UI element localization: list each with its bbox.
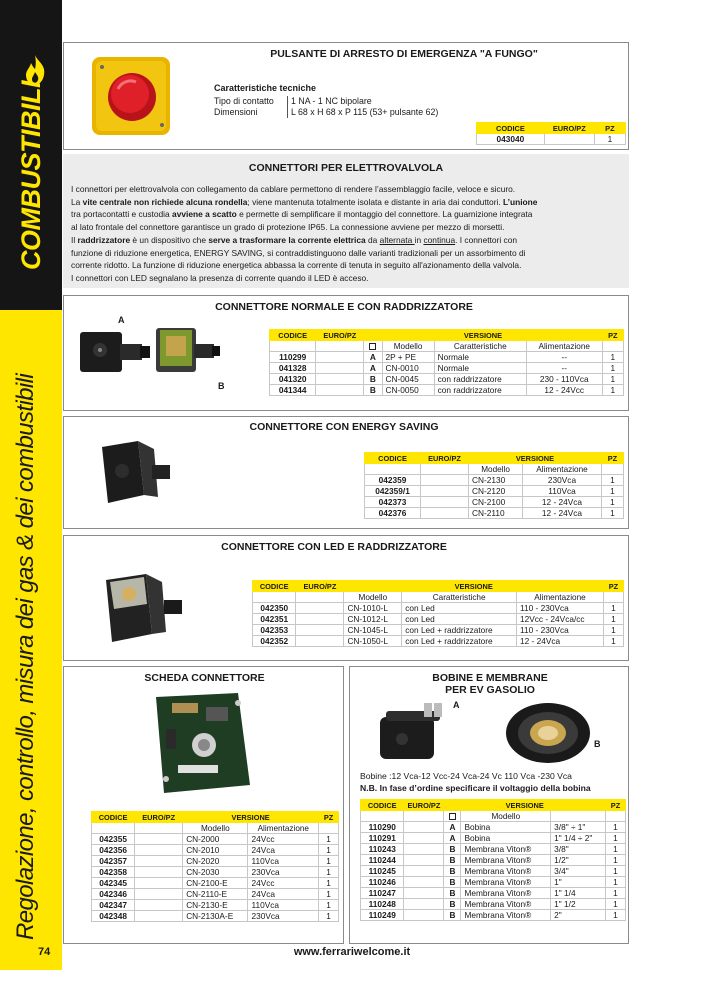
cell-codice: 110290 [361,822,404,833]
energy-saving-section [63,416,629,529]
cell-alimentazione: 110 - 230Vca [517,603,604,614]
table-row [92,878,339,889]
cell-modello: Bobina [461,833,551,844]
cell-alimentazione: 12 - 24Vcc [526,385,602,396]
table-row [365,497,624,508]
cell-euro[interactable] [404,899,444,910]
cell-modello: CN-2130-E [183,900,248,911]
table-row [92,845,339,856]
cell-modello: Membrana Viton® [461,855,551,866]
bobine-section [349,666,629,944]
cell-caratteristiche: con raddrizzatore [434,374,526,385]
cell-euro[interactable] [135,834,183,845]
cell-codice: 041328 [270,363,316,374]
col-header: VERSIONE [364,330,602,341]
paragraph-line: al lato frontale del connettore garantisce un grado di protezione IP65. La connessione avviene per mezzo di morsetti. [71,222,505,233]
cell-pz: 1 [319,867,339,878]
sub-header: Caratteristiche [434,341,526,352]
col-header: CODICE [92,812,135,823]
cell-pz: 1 [603,636,623,647]
section-title: CONNETTORI PER ELETTROVALVOLA [248,162,444,174]
cell-codice: 042359/1 [365,486,421,497]
cell-caratteristiche: con raddrizzatore [434,385,526,396]
cell-pz: 1 [319,889,339,900]
cell-modello: CN-1012-L [344,614,402,625]
title-line: PER EV GASOLIO [445,684,535,696]
cell-codice: 110299 [270,352,316,363]
table-row [361,822,626,833]
cell-codice: 110291 [361,833,404,844]
sub-header: Alimentazione [526,341,602,352]
cell-euro[interactable] [135,878,183,889]
cell-euro[interactable] [296,603,344,614]
cell-alimentazione: 24Vcc [248,834,319,845]
cell-pz: 1 [603,603,623,614]
cell-euro[interactable] [135,867,183,878]
cell-euro[interactable] [135,911,183,922]
table-row [270,374,624,385]
cell-codice: 042347 [92,900,135,911]
cell-pz: 1 [605,855,625,866]
spec-key: Tipo di contatto [214,96,288,107]
cell-modello: CN-1045-L [344,625,402,636]
cell-euro[interactable] [421,508,469,519]
cell-misura: 2" [551,910,606,921]
cell-misura: 1" 1/4 ÷ 2" [551,833,606,844]
cell-tipo: A [364,352,382,363]
cell-tipo: B [444,910,461,921]
raddrizzatore-table [269,329,624,396]
cell-tipo: B [444,855,461,866]
cell-misura: 1" 1/4 [551,888,606,899]
table-row [361,888,626,899]
cell-alimentazione: -- [526,352,602,363]
scheda-section [63,666,344,944]
cell-euro[interactable] [421,497,469,508]
cell-pz: 1 [605,888,625,899]
col-header: EURO/PZ [316,330,364,341]
cell-pz: 1 [603,614,623,625]
cell-pz: 1 [605,866,625,877]
col-header: CODICE [361,800,404,811]
cell-pz: 1 [605,899,625,910]
section-title: CONNETTORE NORMALE E CON RADDRIZZATORE [215,301,473,313]
cell-codice: 041320 [270,374,316,385]
cell-pz: 1 [601,486,623,497]
table-row [365,475,624,486]
cell-pz: 1 [601,508,623,519]
checkbox-icon [369,343,376,350]
cell-codice: 042357 [92,856,135,867]
col-header: CODICE [270,330,316,341]
description-text [71,183,626,285]
cell-codice: 110249 [361,910,404,921]
cell-codice: 043040 [477,134,545,145]
cell-euro[interactable] [404,855,444,866]
cell-modello: Membrana Viton® [461,899,551,910]
cell-modello: Membrana Viton® [461,910,551,921]
sub-header: Alimentazione [248,823,319,834]
col-header: VERSIONE [344,581,604,592]
cell-euro[interactable] [135,845,183,856]
page-number: 74 [38,946,51,958]
cell-euro[interactable] [296,625,344,636]
cell-modello: CN-2030 [183,867,248,878]
cell-caratteristiche: con Led + raddrizzatore [402,625,517,636]
spec-value: 1 NA - 1 NC bipolare [291,96,372,106]
bobine-table [360,799,626,921]
col-header: EURO/PZ [135,812,183,823]
cell-modello: CN-2100-E [183,878,248,889]
table-row [361,910,626,921]
cell-euro[interactable] [421,486,469,497]
cell-euro[interactable] [404,844,444,855]
col-header: VERSIONE [444,800,606,811]
cell-alimentazione: 230 - 110Vca [526,374,602,385]
cell-codice: 110246 [361,877,404,888]
cell-codice: 042355 [92,834,135,845]
scheda-table [91,811,339,922]
cell-codice: 042345 [92,878,135,889]
paragraph-line: I connettori per elettrovalvola con collegamento da cablare permettono di rendere l’assemblaggio facile, veloce e sicuro. [71,184,516,194]
spec-key: Dimensioni [214,107,288,118]
cell-misura: 3/4" [551,866,606,877]
cell-pz: 1 [601,497,623,508]
cell-codice: 042346 [92,889,135,900]
specs-title: Caratteristiche tecniche [214,83,317,93]
cell-codice: 042373 [365,497,421,508]
col-header: EURO/PZ [404,800,444,811]
cell-modello: CN-2130A-E [183,911,248,922]
cell-codice: 042348 [92,911,135,922]
col-header: CODICE [477,123,545,134]
sidebar-slogan: Regolazione, controllo, misura dei gas & dei combustibili [12,373,39,940]
cell-tipo: B [444,888,461,899]
cell-alimentazione: 12 - 24Vca [523,497,602,508]
col-header: EURO/PZ [544,123,594,134]
cell-pz: 1 [319,878,339,889]
section-title: SCHEDA CONNETTORE [144,672,265,684]
section-title: CONNETTORE CON ENERGY SAVING [249,421,439,433]
cell-codice: 110248 [361,899,404,910]
paragraph-line: funzione di riduzione energetica, ENERGY SAVING, si contraddistinguono dalle varianti tradizionali per un assorbimento di [71,247,526,258]
emergency-button-image [76,51,188,141]
raddrizzatore-section [63,295,629,411]
cell-pz: 1 [319,845,339,856]
category-title: COMBUSTIBILI [16,81,46,270]
cell-codice: 110247 [361,888,404,899]
cell-tipo: A [444,822,461,833]
cell-modello: Membrana Viton® [461,866,551,877]
col-header: CODICE [365,453,421,464]
membrane-image [500,697,596,767]
cell-codice: 110243 [361,844,404,855]
cell-euro[interactable] [544,134,594,145]
cell-pz: 1 [605,844,625,855]
cell-tipo: B [444,844,461,855]
cell-euro[interactable] [135,856,183,867]
cell-modello: CN-2100 [469,497,523,508]
cell-tipo: B [364,385,382,396]
connector-a-image [74,324,154,380]
specs-list [214,96,438,118]
col-header: VERSIONE [469,453,602,464]
cell-pz: 1 [319,834,339,845]
cell-misura: 1" [551,877,606,888]
cell-alimentazione: 12 - 24Vca [517,636,604,647]
cell-alimentazione: 110Vca [248,856,319,867]
cell-modello: CN-2120 [469,486,523,497]
pulsante-table [476,122,626,145]
cell-euro[interactable] [316,363,364,374]
cell-caratteristiche: Normale [434,352,526,363]
cell-modello: CN-0045 [382,374,434,385]
paragraph-line: La vite centrale non richiede alcuna rondella; viene mantenuta totalmente isolata e distante in aria dai conduttori. L’unione [71,196,538,207]
cell-tipo: B [444,866,461,877]
table-row [270,363,624,374]
table-row [92,867,339,878]
cell-tipo: B [444,877,461,888]
circuit-board-image [142,689,262,797]
col-header: EURO/PZ [296,581,344,592]
table-row [270,385,624,396]
table-row [253,614,624,625]
cell-euro[interactable] [404,866,444,877]
table-row [361,833,626,844]
table-row [361,877,626,888]
cell-caratteristiche: Normale [434,363,526,374]
cell-euro[interactable] [404,910,444,921]
cell-alimentazione: 24Vcc [248,878,319,889]
cell-pz: 1 [605,822,625,833]
table-row [361,855,626,866]
cell-pz: 1 [602,385,623,396]
cell-modello: CN-1010-L [344,603,402,614]
voltage-note: Bobine :12 Vca-12 Vcc-24 Vca-24 Vc 110 Vca -230 Vca [360,771,572,781]
col-header: PZ [603,581,623,592]
cell-alimentazione: -- [526,363,602,374]
cell-caratteristiche: con Led [402,614,517,625]
cell-pz: 1 [594,134,625,145]
cell-tipo: B [444,899,461,910]
cell-codice: 042358 [92,867,135,878]
cell-euro[interactable] [135,900,183,911]
sub-header: Caratteristiche [402,592,517,603]
cell-codice: 042352 [253,636,296,647]
cell-codice: 042356 [92,845,135,856]
col-header: PZ [605,800,625,811]
table-row [92,834,339,845]
sub-header: Modello [344,592,402,603]
cell-codice: 042359 [365,475,421,486]
connector-b-image [152,320,224,382]
cell-pz: 1 [602,374,623,385]
cell-pz: 1 [602,363,623,374]
table-row [92,889,339,900]
cell-misura: 1/2" [551,855,606,866]
cell-euro[interactable] [404,877,444,888]
paragraph-line: corrente ridotto. La funzione di riduzione energetica abbassa la corrente di tenuta in seguito all'azionamento della valvola. [71,260,522,271]
cell-euro[interactable] [135,889,183,900]
sub-header: Alimentazione [517,592,604,603]
cell-codice: 042376 [365,508,421,519]
led-section [63,535,629,661]
cell-modello: CN-0010 [382,363,434,374]
table-row [92,911,339,922]
cell-pz: 1 [602,352,623,363]
cell-modello: Membrana Viton® [461,877,551,888]
cell-codice: 041344 [270,385,316,396]
cell-modello: Membrana Viton® [461,844,551,855]
website-link[interactable]: www.ferrariwelcome.it [293,946,411,958]
sub-header: Alimentazione [523,464,602,475]
cell-modello: CN-2010 [183,845,248,856]
cell-alimentazione: 12 - 24Vca [523,508,602,519]
checkbox-icon [449,813,456,820]
col-header: PZ [602,330,623,341]
cell-alimentazione: 110Vca [248,900,319,911]
cell-modello: CN-2110 [469,508,523,519]
cell-tipo: B [364,374,382,385]
label-b: B [594,739,601,749]
table-row [365,508,624,519]
table-row [361,866,626,877]
paragraph-line: I connettori con LED segnalano la presenza di corrente quando il LED è acceso. [71,272,369,283]
cell-euro[interactable] [296,636,344,647]
col-header: VERSIONE [183,812,319,823]
pulsante-section [63,42,629,150]
cell-alimentazione: 24Vca [248,845,319,856]
table-row [361,844,626,855]
sub-header: Modello [469,464,523,475]
sub-header: Modello [183,823,248,834]
cell-euro[interactable] [404,888,444,899]
cell-alimentazione: 24Vca [248,889,319,900]
cell-codice: 042351 [253,614,296,625]
table-row [253,636,624,647]
paragraph-line: tra portacontatti e custodia avviene a scatto e permette di semplificare il montaggio del connettore. La guarnizione integrata [71,209,533,220]
cell-euro[interactable] [404,822,444,833]
col-header: EURO/PZ [421,453,469,464]
led-table [252,580,624,647]
cell-pz: 1 [319,900,339,911]
cell-misura: 3/8" ÷ 1" [551,822,606,833]
col-header: CODICE [253,581,296,592]
label-a: A [118,315,125,325]
cell-euro[interactable] [421,475,469,486]
cell-alimentazione: 12Vcc - 24Vca/cc [517,614,604,625]
table-row [253,603,624,614]
table-row [477,134,626,145]
energy-connector-image [92,435,180,515]
section-title [350,672,630,696]
cell-alimentazione: 110Vca [523,486,602,497]
title-line: BOBINE E MEMBRANE [432,672,548,684]
table-row [361,899,626,910]
cell-codice: 042353 [253,625,296,636]
col-header: PZ [319,812,339,823]
cell-modello: Bobina [461,822,551,833]
cell-misura: 1" 1/2 [551,899,606,910]
section-title: CONNETTORE CON LED E RADDRIZZATORE [221,541,447,553]
cell-pz: 1 [605,910,625,921]
cell-euro[interactable] [296,614,344,625]
table-row [270,352,624,363]
cell-modello: CN-2110-E [183,889,248,900]
paragraph-line: Il raddrizzatore è un dispositivo che serve a trasformare la corrente elettrica da alternata in continua. I connettori con [71,234,518,245]
cell-pz: 1 [601,475,623,486]
sub-header: Modello [461,811,551,822]
coil-image [372,695,462,767]
cell-alimentazione: 230Vca [248,867,319,878]
cell-euro[interactable] [316,352,364,363]
cell-euro[interactable] [404,833,444,844]
sub-header: Modello [382,341,434,352]
cell-tipo: A [364,363,382,374]
spec-value: L 68 x H 68 x P 115 (53+ pulsante 62) [291,107,439,117]
cell-alimentazione: 230Vca [523,475,602,486]
cell-modello: CN-1050-L [344,636,402,647]
label-b: B [218,381,225,391]
col-header: PZ [601,453,623,464]
cell-codice: 042350 [253,603,296,614]
cell-alimentazione: 230Vca [248,911,319,922]
cell-caratteristiche: con Led + raddrizzatore [402,636,517,647]
cell-modello: CN-2000 [183,834,248,845]
col-header: PZ [594,123,625,134]
cell-euro[interactable] [316,374,364,385]
cell-misura: 3/8" [551,844,606,855]
cell-modello: Membrana Viton® [461,888,551,899]
cell-pz: 1 [603,625,623,636]
table-row [92,856,339,867]
section-title: PULSANTE DI ARRESTO DI EMERGENZA "A FUNGO" [270,48,538,60]
cell-euro[interactable] [316,385,364,396]
label-a: A [453,700,460,710]
table-row [253,625,624,636]
cell-modello: 2P + PE [382,352,434,363]
cell-codice: 110245 [361,866,404,877]
order-note: N.B. In fase d’ordine specificare il voltaggio della bobina [360,783,591,793]
cell-codice: 110244 [361,855,404,866]
connettori-description [63,154,629,288]
cell-pz: 1 [319,856,339,867]
cell-pz: 1 [319,911,339,922]
cell-caratteristiche: con Led [402,603,517,614]
cell-pz: 1 [605,833,625,844]
cell-modello: CN-2020 [183,856,248,867]
cell-alimentazione: 110 - 230Vca [517,625,604,636]
table-row [92,900,339,911]
cell-pz: 1 [605,877,625,888]
cell-tipo: A [444,833,461,844]
cell-modello: CN-2130 [469,475,523,486]
table-row [365,486,624,497]
cell-modello: CN-0050 [382,385,434,396]
led-connector-image [92,564,192,654]
energy-table [364,452,624,519]
